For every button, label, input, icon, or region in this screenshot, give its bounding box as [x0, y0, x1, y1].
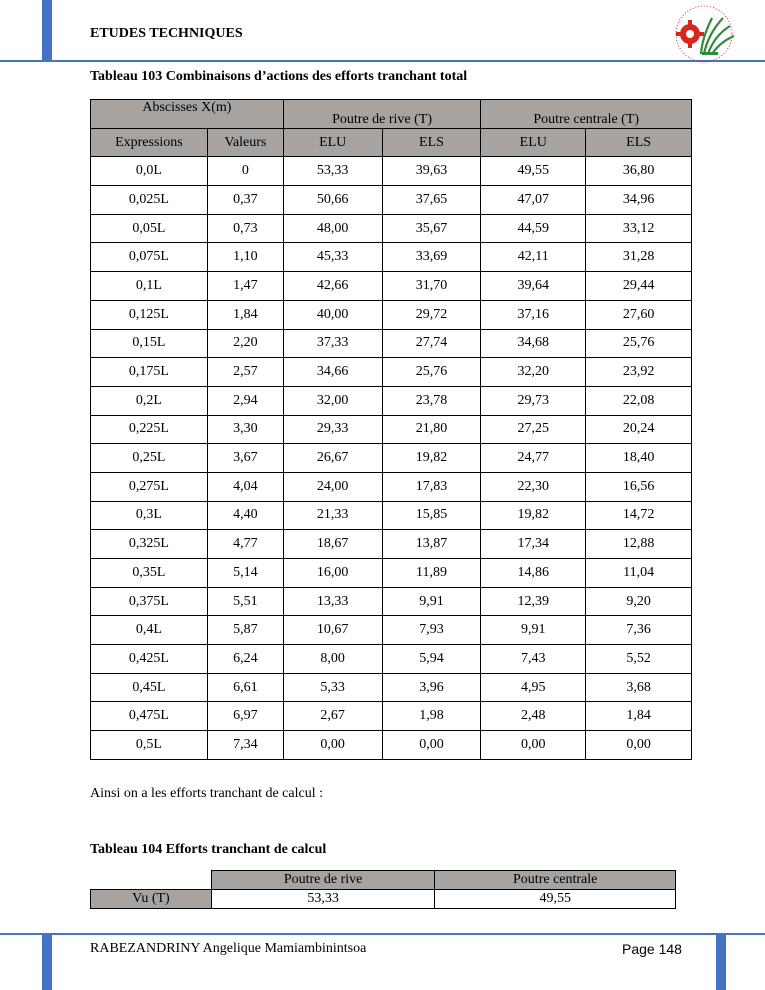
cell-rive-els: 11,89: [382, 559, 481, 588]
header-poutre-centrale: Poutre centrale (T): [481, 100, 692, 129]
cell-rive-elu: 18,67: [283, 530, 382, 559]
cell-valeur: 6,24: [207, 645, 283, 674]
cell-centrale-elu: 44,59: [481, 214, 586, 243]
cell-expression: 0,25L: [91, 444, 208, 473]
intro-paragraph: Ainsi on a les efforts tranchant de calcul :: [90, 786, 323, 801]
header-title: ETUDES TECHNIQUES: [90, 26, 243, 41]
table-corner-cell: [91, 871, 212, 890]
table-row: [91, 731, 692, 760]
cell-centrale-elu: 32,20: [481, 358, 586, 387]
cell-valeur: 5,87: [207, 616, 283, 645]
cell-centrale-elu: 2,48: [481, 702, 586, 731]
table-row: [91, 300, 692, 329]
table-row: [91, 616, 692, 645]
footer-rule: [0, 933, 765, 935]
cell-rive-els: 35,67: [382, 214, 481, 243]
shear-combinations-table: [90, 99, 692, 760]
cell-centrale-els: 31,28: [586, 243, 692, 272]
cell-rive-elu: 10,67: [283, 616, 382, 645]
design-shear-table: [90, 870, 676, 909]
vu-poutre-de-rive: 53,33: [211, 890, 435, 909]
cell-centrale-elu: 12,39: [481, 587, 586, 616]
cell-centrale-elu: 34,68: [481, 329, 586, 358]
table-row: [91, 329, 692, 358]
cell-rive-els: 1,98: [382, 702, 481, 731]
header-rive-elu: ELU: [283, 128, 382, 157]
cell-expression: 0,225L: [91, 415, 208, 444]
cell-rive-els: 13,87: [382, 530, 481, 559]
cell-centrale-elu: 19,82: [481, 501, 586, 530]
cell-centrale-els: 0,00: [586, 731, 692, 760]
table-104-caption: Tableau 104 Efforts tranchant de calcul: [90, 842, 327, 857]
header-rive-els: ELS: [382, 128, 481, 157]
cell-centrale-elu: 49,55: [481, 157, 586, 186]
page-number: Page 148: [622, 941, 682, 957]
cell-rive-elu: 42,66: [283, 272, 382, 301]
cell-rive-els: 7,93: [382, 616, 481, 645]
cell-centrale-els: 7,36: [586, 616, 692, 645]
cell-rive-els: 15,85: [382, 501, 481, 530]
cell-expression: 0,0L: [91, 157, 208, 186]
cell-expression: 0,2L: [91, 386, 208, 415]
cell-expression: 0,075L: [91, 243, 208, 272]
cell-rive-elu: 24,00: [283, 472, 382, 501]
cell-expression: 0,425L: [91, 645, 208, 674]
header-expressions: Expressions: [91, 128, 208, 157]
cell-rive-els: 39,63: [382, 157, 481, 186]
table-sub-header-row: [91, 128, 692, 157]
table-row: [91, 587, 692, 616]
cell-rive-elu: 37,33: [283, 329, 382, 358]
table-row: [91, 272, 692, 301]
cell-centrale-els: 9,20: [586, 587, 692, 616]
cell-valeur: 1,10: [207, 243, 283, 272]
cell-expression: 0,05L: [91, 214, 208, 243]
table-row: [91, 214, 692, 243]
cell-centrale-els: 11,04: [586, 559, 692, 588]
cell-expression: 0,125L: [91, 300, 208, 329]
cell-valeur: 4,04: [207, 472, 283, 501]
cell-centrale-elu: 29,73: [481, 386, 586, 415]
table-row: [91, 501, 692, 530]
cell-centrale-elu: 37,16: [481, 300, 586, 329]
header-accent-bar: [42, 0, 52, 60]
table-group-header-row: [91, 100, 692, 129]
cell-rive-elu: 32,00: [283, 386, 382, 415]
cell-rive-elu: 5,33: [283, 673, 382, 702]
cell-valeur: 3,30: [207, 415, 283, 444]
table-row: [91, 530, 692, 559]
footer-accent-bar-left: [42, 933, 52, 990]
cell-valeur: 2,57: [207, 358, 283, 387]
cell-centrale-els: 14,72: [586, 501, 692, 530]
cell-rive-els: 5,94: [382, 645, 481, 674]
cell-centrale-els: 16,56: [586, 472, 692, 501]
cell-rive-elu: 34,66: [283, 358, 382, 387]
cell-centrale-elu: 24,77: [481, 444, 586, 473]
cell-centrale-els: 12,88: [586, 530, 692, 559]
cell-expression: 0,275L: [91, 472, 208, 501]
cell-valeur: 6,97: [207, 702, 283, 731]
cell-expression: 0,45L: [91, 673, 208, 702]
header-poutre-de-rive: Poutre de rive (T): [283, 100, 481, 129]
table-row: [91, 386, 692, 415]
table-row: [91, 702, 692, 731]
cell-expression: 0,35L: [91, 559, 208, 588]
cell-centrale-els: 20,24: [586, 415, 692, 444]
cell-expression: 0,4L: [91, 616, 208, 645]
cell-expression: 0,15L: [91, 329, 208, 358]
cell-centrale-elu: 4,95: [481, 673, 586, 702]
cell-rive-elu: 13,33: [283, 587, 382, 616]
cell-valeur: 0,73: [207, 214, 283, 243]
cell-rive-elu: 48,00: [283, 214, 382, 243]
cell-expression: 0,5L: [91, 731, 208, 760]
header-centrale-els: ELS: [586, 128, 692, 157]
cell-valeur: 0,37: [207, 186, 283, 215]
header-poutre-centrale: Poutre centrale: [435, 871, 676, 890]
cell-centrale-elu: 0,00: [481, 731, 586, 760]
cell-expression: 0,1L: [91, 272, 208, 301]
cell-valeur: 5,51: [207, 587, 283, 616]
cell-valeur: 4,40: [207, 501, 283, 530]
table-row: [91, 645, 692, 674]
cell-centrale-els: 22,08: [586, 386, 692, 415]
cell-centrale-elu: 39,64: [481, 272, 586, 301]
cell-centrale-els: 23,92: [586, 358, 692, 387]
table-row: [91, 673, 692, 702]
table-row: [91, 157, 692, 186]
table-row: [91, 358, 692, 387]
footer-author: RABEZANDRINY Angelique Mamiambinintsoa: [90, 941, 367, 956]
table-row: [91, 559, 692, 588]
cell-centrale-els: 1,84: [586, 702, 692, 731]
footer-accent-bar-right: [716, 933, 726, 990]
cell-rive-els: 21,80: [382, 415, 481, 444]
cell-expression: 0,475L: [91, 702, 208, 731]
cell-rive-elu: 53,33: [283, 157, 382, 186]
cell-rive-els: 33,69: [382, 243, 481, 272]
cell-expression: 0,3L: [91, 501, 208, 530]
header-poutre-de-rive: Poutre de rive: [211, 871, 435, 890]
cell-rive-els: 25,76: [382, 358, 481, 387]
cell-centrale-elu: 14,86: [481, 559, 586, 588]
cell-rive-els: 19,82: [382, 444, 481, 473]
cell-centrale-elu: 22,30: [481, 472, 586, 501]
cell-centrale-els: 29,44: [586, 272, 692, 301]
cell-centrale-elu: 9,91: [481, 616, 586, 645]
cell-expression: 0,325L: [91, 530, 208, 559]
cell-rive-elu: 40,00: [283, 300, 382, 329]
cell-centrale-els: 18,40: [586, 444, 692, 473]
cell-centrale-elu: 27,25: [481, 415, 586, 444]
cell-centrale-elu: 7,43: [481, 645, 586, 674]
table-row: [91, 890, 676, 909]
cell-centrale-els: 5,52: [586, 645, 692, 674]
cell-rive-elu: 21,33: [283, 501, 382, 530]
cell-centrale-els: 34,96: [586, 186, 692, 215]
cell-rive-elu: 29,33: [283, 415, 382, 444]
header-centrale-elu: ELU: [481, 128, 586, 157]
cell-rive-elu: 26,67: [283, 444, 382, 473]
cell-valeur: 4,77: [207, 530, 283, 559]
cell-centrale-els: 25,76: [586, 329, 692, 358]
cell-valeur: 1,47: [207, 272, 283, 301]
institution-logo-icon: [668, 4, 740, 64]
table-row: [91, 243, 692, 272]
cell-rive-els: 37,65: [382, 186, 481, 215]
cell-rive-els: 29,72: [382, 300, 481, 329]
cell-expression: 0,375L: [91, 587, 208, 616]
cell-rive-els: 0,00: [382, 731, 481, 760]
cell-rive-els: 3,96: [382, 673, 481, 702]
cell-rive-elu: 2,67: [283, 702, 382, 731]
table-row: [91, 415, 692, 444]
cell-expression: 0,175L: [91, 358, 208, 387]
cell-expression: 0,025L: [91, 186, 208, 215]
cell-valeur: 2,20: [207, 329, 283, 358]
cell-rive-elu: 0,00: [283, 731, 382, 760]
cell-rive-elu: 45,33: [283, 243, 382, 272]
cell-rive-elu: 50,66: [283, 186, 382, 215]
table-row: [91, 472, 692, 501]
cell-valeur: 3,67: [207, 444, 283, 473]
cell-rive-elu: 16,00: [283, 559, 382, 588]
cell-valeur: 5,14: [207, 559, 283, 588]
table-103-caption: Tableau 103 Combinaisons d’actions des efforts tranchant total: [90, 69, 468, 84]
cell-valeur: 6,61: [207, 673, 283, 702]
cell-centrale-elu: 42,11: [481, 243, 586, 272]
cell-valeur: 7,34: [207, 731, 283, 760]
cell-rive-elu: 8,00: [283, 645, 382, 674]
cell-valeur: 2,94: [207, 386, 283, 415]
table-row: [91, 186, 692, 215]
cell-centrale-els: 36,80: [586, 157, 692, 186]
cell-rive-els: 27,74: [382, 329, 481, 358]
cell-rive-els: 31,70: [382, 272, 481, 301]
header-rule: [0, 60, 765, 62]
cell-centrale-elu: 17,34: [481, 530, 586, 559]
cell-rive-els: 9,91: [382, 587, 481, 616]
vu-poutre-centrale: 49,55: [435, 890, 676, 909]
cell-centrale-els: 3,68: [586, 673, 692, 702]
header-valeurs: Valeurs: [207, 128, 283, 157]
cell-valeur: 1,84: [207, 300, 283, 329]
header-abscisses: Abscisses X(m): [91, 100, 284, 129]
cell-centrale-els: 27,60: [586, 300, 692, 329]
cell-valeur: 0: [207, 157, 283, 186]
cell-rive-els: 17,83: [382, 472, 481, 501]
cell-rive-els: 23,78: [382, 386, 481, 415]
cell-centrale-els: 33,12: [586, 214, 692, 243]
row-label-vu: Vu (T): [91, 890, 212, 909]
cell-centrale-elu: 47,07: [481, 186, 586, 215]
table-row: [91, 444, 692, 473]
